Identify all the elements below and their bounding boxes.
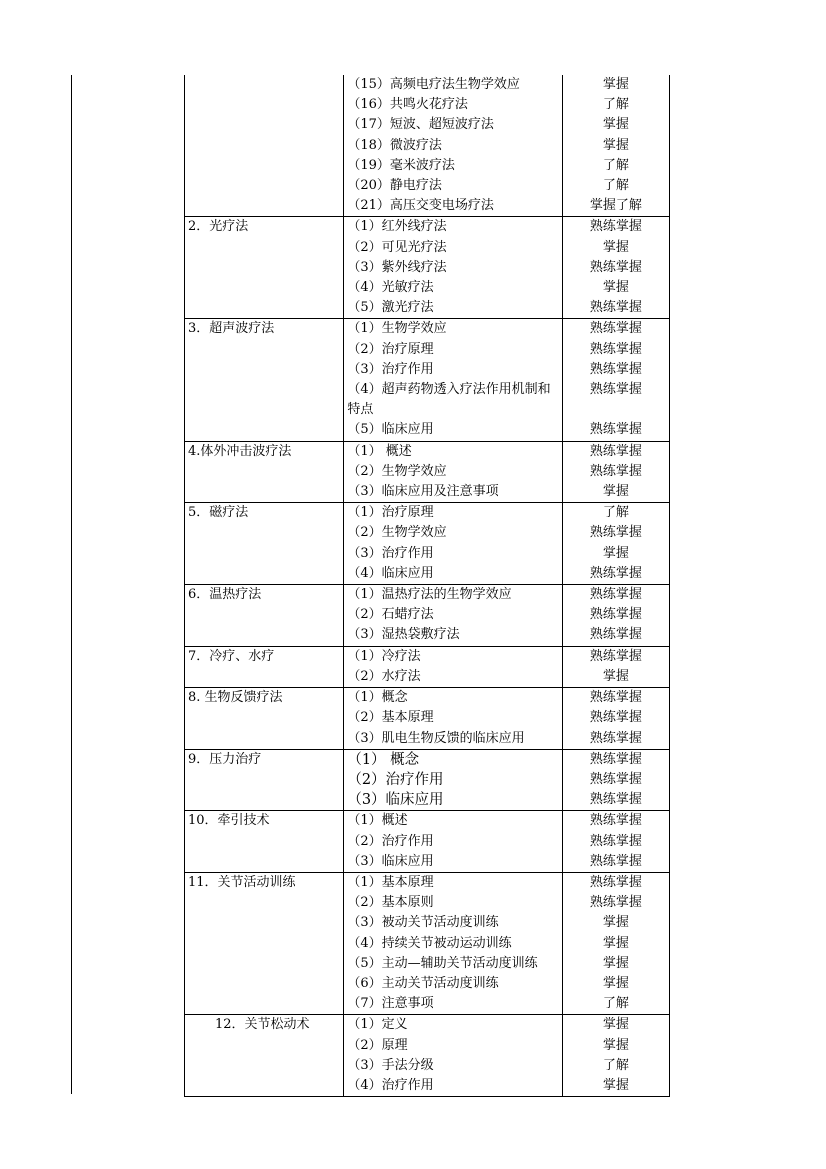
- items-cell: [344, 441, 562, 503]
- item-text: （4）治疗作用: [347, 1077, 434, 1093]
- level-text: 熟练掌握: [589, 690, 642, 706]
- item-text: （3）治疗作用: [347, 545, 434, 561]
- item-text: （1） 概念: [347, 751, 420, 768]
- level-text: 熟练掌握: [589, 771, 642, 787]
- level-text: 熟练掌握: [589, 422, 642, 438]
- level-text: 掌握: [602, 77, 629, 92]
- items-cell: [344, 872, 562, 1014]
- table-row: [185, 646, 670, 687]
- item-text: （2）可见光疗法: [347, 239, 447, 255]
- level-text: 熟练掌握: [589, 730, 642, 746]
- table-row: [185, 503, 670, 585]
- item-text: （2）水疗法: [347, 668, 421, 684]
- left-margin-line: [71, 75, 72, 1094]
- level-text: 熟练掌握: [589, 874, 642, 890]
- item-text: （1）红外线疗法: [347, 219, 447, 235]
- table-row: [185, 872, 670, 1014]
- level-text: 掌握: [602, 545, 629, 561]
- items-cell: [344, 319, 562, 441]
- item-text: （3）治疗作用: [347, 361, 434, 377]
- items-cell: [344, 811, 562, 873]
- level-text: 熟练掌握: [589, 219, 642, 235]
- item-text: （4）光敏疗法: [347, 280, 434, 296]
- item-text: （18）微波疗法: [347, 137, 442, 153]
- item-text: （1） 概述: [347, 443, 412, 459]
- item-text: （2）治疗原理: [347, 341, 434, 357]
- items-cell: [344, 688, 562, 750]
- levels-cell: [562, 585, 669, 647]
- level-text: 了解: [602, 996, 629, 1012]
- levels-cell: [562, 749, 669, 811]
- item-text: （4）临床应用: [347, 565, 434, 581]
- levels-cell: [562, 646, 669, 687]
- level-text: 熟练掌握: [589, 463, 642, 479]
- level-text: 掌握: [602, 1077, 629, 1093]
- item-text: （2）基本原理: [347, 710, 434, 726]
- category-cell: 7．冷疗、水疗: [185, 646, 344, 687]
- item-text: （1）冷疗法: [347, 648, 421, 664]
- level-text: 掌握: [602, 1037, 629, 1053]
- category-cell: 4.体外冲击波疗法: [185, 441, 344, 503]
- item-text: （2）石蜡疗法: [347, 607, 434, 623]
- levels-cell: [562, 811, 669, 873]
- item-text: （16）共鸣火花疗法: [347, 97, 468, 113]
- items-cell: [344, 646, 562, 687]
- levels-cell: [562, 217, 669, 319]
- level-text: 熟练掌握: [589, 321, 642, 337]
- item-text: （17）短波、超短波疗法: [347, 117, 494, 133]
- level-text: 熟练掌握: [589, 648, 642, 664]
- table-row: [185, 441, 670, 503]
- level-text: 掌握: [602, 975, 629, 991]
- level-text: 熟练掌握: [589, 895, 642, 911]
- item-text: （4）超声药物透入疗法作用机制和特点: [347, 382, 551, 418]
- item-text: （2）生物学效应: [347, 525, 447, 541]
- item-text: （5）激光疗法: [347, 300, 434, 316]
- category-cell: 10．牵引技术: [185, 811, 344, 873]
- level-text: 掌握: [602, 915, 629, 931]
- level-text: 掌握: [602, 280, 629, 296]
- items-cell: [344, 749, 562, 811]
- item-text: （1）生物学效应: [347, 321, 447, 337]
- level-text: 熟练掌握: [589, 300, 642, 316]
- item-text: （2）原理: [347, 1037, 408, 1053]
- level-text: 熟练掌握: [589, 813, 642, 829]
- level-text: 熟练掌握: [589, 751, 642, 767]
- level-text: 熟练掌握: [589, 710, 642, 726]
- category-cell: 8. 生物反馈疗法: [185, 688, 344, 750]
- level-text: 掌握: [602, 955, 629, 971]
- category-cell: 6．温热疗法: [185, 585, 344, 647]
- table-row: [185, 811, 670, 873]
- level-text: 掌握: [602, 668, 629, 684]
- levels-cell: [562, 503, 669, 585]
- item-text: （2）生物学效应: [347, 463, 447, 479]
- items-cell: [344, 585, 562, 647]
- levels-cell: [562, 319, 669, 441]
- item-text: （4）持续关节被动运动训练: [347, 935, 512, 951]
- item-text: （2）基本原则: [347, 895, 434, 911]
- level-text: 熟练掌握: [589, 382, 642, 398]
- item-text: （1）温热疗法的生物学效应: [347, 587, 512, 603]
- level-text: 掌握了解: [589, 198, 642, 214]
- category-cell: 2．光疗法: [185, 217, 344, 319]
- levels-cell: [562, 1015, 669, 1097]
- item-text: （1）基本原理: [347, 874, 434, 890]
- item-text: （3）临床应用: [347, 792, 444, 809]
- item-text: （6）主动关节活动度训练: [347, 975, 499, 991]
- levels-cell: [562, 688, 669, 750]
- item-text: （2）治疗作用: [347, 833, 434, 849]
- item-text: （7）注意事项: [347, 996, 434, 1012]
- level-text: 了解: [602, 178, 629, 194]
- level-text: 了解: [602, 1057, 629, 1073]
- item-text: （3）临床应用: [347, 853, 434, 869]
- level-text: 熟练掌握: [589, 792, 642, 808]
- level-text: 熟练掌握: [589, 525, 642, 541]
- level-text: [563, 400, 669, 420]
- item-text: （1）治疗原理: [347, 505, 434, 521]
- level-text: 熟练掌握: [589, 833, 642, 849]
- level-text: 了解: [602, 157, 629, 173]
- items-cell: [344, 1015, 562, 1097]
- table-row: [185, 217, 670, 319]
- level-text: 熟练掌握: [589, 607, 642, 623]
- category-cell: 5．磁疗法: [185, 503, 344, 585]
- items-cell: [344, 75, 562, 217]
- level-text: 了解: [602, 505, 629, 521]
- level-text: 熟练掌握: [589, 565, 642, 581]
- item-text: （3）紫外线疗法: [347, 259, 447, 275]
- item-text: （3）肌电生物反馈的临床应用: [347, 730, 525, 746]
- item-text: （5）主动—辅助关节活动度训练: [347, 955, 538, 971]
- category-cell: 11．关节活动训练: [185, 872, 344, 1014]
- item-text: （20）静电疗法: [347, 178, 442, 194]
- items-cell: [344, 503, 562, 585]
- level-text: 熟练掌握: [589, 341, 642, 357]
- level-text: 熟练掌握: [589, 361, 642, 377]
- item-text: （3）湿热袋敷疗法: [347, 627, 460, 643]
- level-text: 掌握: [602, 935, 629, 951]
- item-text: （1）概念: [347, 690, 408, 706]
- item-text: （3）手法分级: [347, 1057, 434, 1073]
- table-row: [185, 585, 670, 647]
- level-text: 熟练掌握: [589, 853, 642, 869]
- level-text: 掌握: [602, 137, 629, 153]
- category-cell: [185, 75, 344, 217]
- level-text: 熟练掌握: [589, 627, 642, 643]
- table-row: [185, 1015, 670, 1097]
- table-row: [185, 319, 670, 441]
- category-cell: 9．压力治疗: [185, 749, 344, 811]
- level-text: 掌握: [602, 117, 629, 133]
- item-text: （1）定义: [347, 1017, 408, 1033]
- level-text: 熟练掌握: [589, 587, 642, 603]
- table-row: [185, 688, 670, 750]
- item-text: （3）被动关节活动度训练: [347, 915, 499, 931]
- level-text: 掌握: [602, 484, 629, 500]
- level-text: 掌握: [602, 239, 629, 255]
- item-text: （2）治疗作用: [347, 771, 444, 788]
- item-text: （21）高压交变电场疗法: [347, 198, 494, 214]
- level-text: 了解: [602, 97, 629, 113]
- category-cell: 12．关节松动术: [185, 1015, 344, 1097]
- levels-cell: [562, 872, 669, 1014]
- item-text: （15）高频电疗法生物学效应: [347, 77, 520, 92]
- syllabus-table: [184, 75, 670, 1097]
- item-text: （1）概述: [347, 813, 408, 829]
- level-text: 熟练掌握: [589, 443, 642, 459]
- item-text: （19）毫米波疗法: [347, 157, 455, 173]
- item-text: （3）临床应用及注意事项: [347, 484, 499, 500]
- levels-cell: [562, 75, 669, 217]
- category-cell: 3．超声波疗法: [185, 319, 344, 441]
- table-row: [185, 749, 670, 811]
- level-text: 熟练掌握: [589, 259, 642, 275]
- levels-cell: [562, 441, 669, 503]
- level-text: 掌握: [602, 1017, 629, 1033]
- items-cell: [344, 217, 562, 319]
- item-text: （5）临床应用: [347, 422, 434, 438]
- table-row: [185, 75, 670, 217]
